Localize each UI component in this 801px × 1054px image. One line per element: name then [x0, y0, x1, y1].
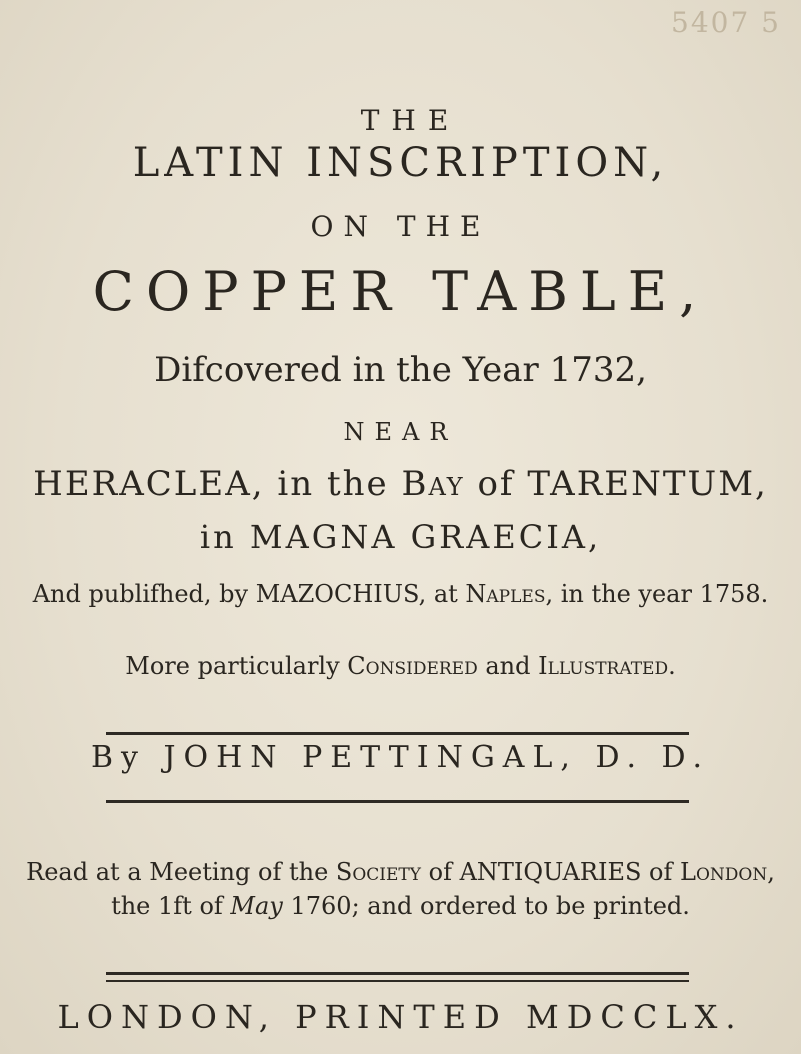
published-naples: Naples — [465, 580, 546, 608]
location-line-1 — [0, 464, 801, 504]
handwritten-shelfmark: 5407 5 — [671, 6, 781, 39]
divider-rule — [106, 972, 689, 975]
published-line — [0, 580, 801, 608]
title-main: LATIN INSCRIPTION, — [132, 140, 669, 186]
author-line: By JOHN PETTINGAL, D. D. — [90, 740, 711, 775]
read-line-1 — [0, 858, 801, 886]
read-may: May — [230, 892, 283, 920]
near-line: NEAR — [343, 418, 458, 446]
illustrated-period: . — [668, 652, 676, 680]
title-the: THE — [360, 104, 461, 137]
location-tarentum: of TARENTUM, — [464, 464, 768, 504]
illustrated-a: More particularly — [125, 652, 348, 680]
discovered-line: Difcovered in the Year 1732, — [154, 350, 647, 390]
read-london: London — [680, 858, 768, 886]
published-c: , in the year 1758. — [545, 580, 769, 608]
illustrated-considered: Considered — [347, 652, 478, 680]
title-object: COPPER TABLE, — [92, 260, 709, 323]
divider-rule — [106, 800, 689, 803]
read-line-2 — [0, 892, 801, 920]
imprint-line: LONDON, PRINTED MDCCLX. — [57, 998, 744, 1036]
title-on-the: ON THE — [310, 210, 491, 243]
illustrated-illustrated: Illustrated — [538, 652, 669, 680]
illustrated-and: and — [477, 652, 539, 680]
read-h: 1760; and ordered to be printed. — [282, 892, 690, 920]
location-heraclea: HERACLEA, in the — [33, 464, 402, 504]
divider-rule — [106, 980, 689, 982]
read-a: Read at a Meeting of the — [26, 858, 336, 886]
location-bay: Bay — [401, 464, 465, 504]
read-c: of ANTIQUARIES of — [420, 858, 680, 886]
illustrated-line — [0, 652, 801, 680]
location-line-2: in MAGNA GRAECIA, — [199, 518, 602, 556]
published-a: And publifhed, by MAZOCHIUS, at — [32, 580, 466, 608]
read-e: , — [767, 858, 775, 886]
read-f: the 1ft of — [111, 892, 231, 920]
read-society: Society — [335, 858, 421, 886]
divider-rule — [106, 732, 689, 735]
